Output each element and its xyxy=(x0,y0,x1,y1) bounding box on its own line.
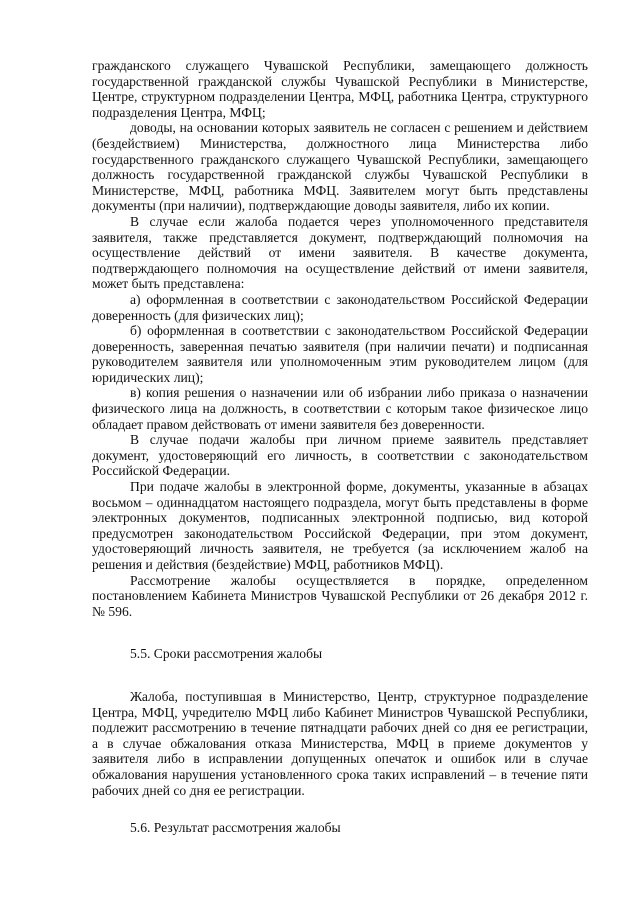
paragraph-7: В случае подачи жалобы при личном приеме заявитель представляет документ, удостоверяющий его личность, в соответствии с законодательством Российской Федерации. xyxy=(92,432,588,479)
section-5-6-heading: 5.6. Результат рассмотрения жалобы xyxy=(130,820,341,836)
paragraph-4: а) оформленная в соответствии с законодательством Российской Федерации доверенность (для физических лиц); xyxy=(92,291,588,323)
paragraph-9: Рассмотрение жалобы осуществляется в порядке, определенном постановлением Кабинета Министров Чувашской Республики от 26 декабря 2012 г. № 596. xyxy=(92,572,588,619)
spacer xyxy=(92,619,588,646)
paragraph-3: В случае если жалоба подается через уполномоченного представителя заявителя, также представляется документ, подтверждающий полномочия на осуществление действий от имени заявителя. В качестве документа, подтверждающего полномочия на осуществление действий от имени заявителя, может быть представлена: xyxy=(92,213,588,292)
spacer xyxy=(92,798,588,820)
paragraph-5: б) оформленная в соответствии с законодательством Российской Федерации доверенность, заверенная печатью заявителя (при наличии печати) и подписанная руководителем заявителя или уполномоченным этим руководителем лицом (для юридических лиц); xyxy=(92,323,588,385)
section-5-5-text: Жалоба, поступившая в Министерство, Центр, структурное подразделение Центра, МФЦ, учредителю МФЦ либо Кабинет Министров Чувашской Республики, подлежит рассмотрению в течение пятнадцати рабочих дней со дня ее регистрации, а в случае обжалования отказа Министерства, МФЦ в приеме документов у заявителя либо в исправлении допущенных опечаток и ошибок или в случае обжалования нарушения установленного срока таких исправлений – в течение пяти рабочих дней со дня ее регистрации. xyxy=(92,688,588,798)
paragraph-6: в) копия решения о назначении или об избрании либо приказа о назначении физического лица на должность, в соответствии с которым такое физическое лицо обладает правом действовать от имени заявителя без доверенности. xyxy=(92,385,588,432)
paragraph-2: доводы, на основании которых заявитель не согласен с решением и действием (бездействием) Министерства, должностного лица Министерства либо государственного гражданского служащего Чувашской Республики, замещающего должность государственной гражданской службы Чувашской Республики в Министерстве, МФЦ, работника МФЦ. Заявителем могут быть представлены документы (при наличии), подтверждающие доводы заявителя, либо их копии. xyxy=(92,120,588,214)
spacer xyxy=(92,662,588,689)
paragraph-1: гражданского служащего Чувашской Республики, замещающего должность государственной гражданской службы Чувашской Республики в Министерстве, Центре, структурном подразделении Центра, МФЦ, работника Центра, структурного подразделения Центра, МФЦ; xyxy=(92,58,588,120)
document-page xyxy=(92,58,588,836)
section-5-5-heading: 5.5. Сроки рассмотрения жалобы xyxy=(130,646,323,662)
paragraph-8: При подаче жалобы в электронной форме, документы, указанные в абзацах восьмом – одиннадцатом настоящего подраздела, могут быть представлены в форме электронных документов, подписанных электронной подписью, вид которой предусмотрен законодательством Российской Федерации, при этом документ, удостоверяющий личность заявителя, не требуется (за исключением жалоб на решения и действия (бездействие) МФЦ, работников МФЦ). xyxy=(92,479,588,572)
